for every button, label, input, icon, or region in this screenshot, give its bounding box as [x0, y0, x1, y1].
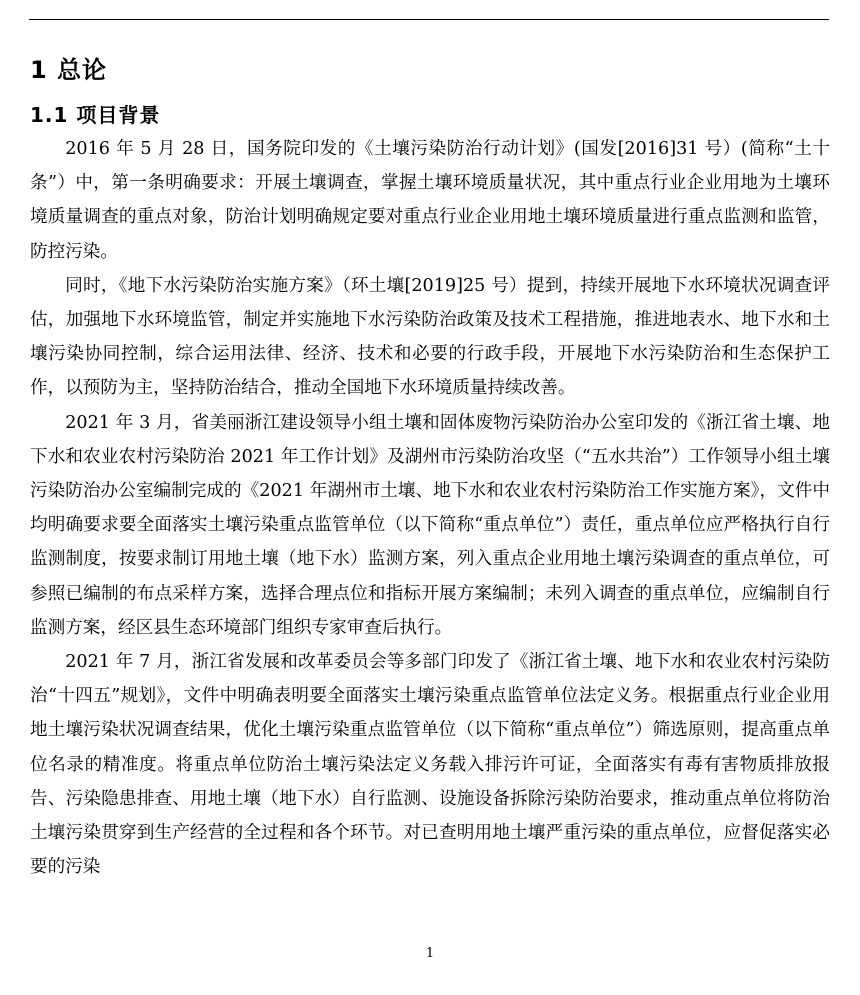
paragraph-4: 2021 年 7 月，浙江省发展和改革委员会等多部门印发了《浙江省土壤、地下水和农业农村污染防治“十四五”规划》，文件中明确表明要全面落实土壤污染重点监管单位法定义务。根据重点行业企业用地土壤污染状况调查结果，优化土壤污染重点监管单位（以下简称“重点单位”）筛选原则，提高重点单位名录的精准度。将重点单位防治土壤污染法定义务载入排污许可证，全面落实有毒有害物质排放报告、污染隐患排查、用地土壤（地下水）自行监测、设施设备拆除污染防治要求，推动重点单位将防治土壤污染贯穿到生产经营的全过程和各个环节。对已查明用地土壤严重污染的重点单位，应督促落实必要的污染	[30, 652, 830, 878]
page-number: 1	[425, 946, 435, 961]
paragraph-1: 2016 年 5 月 28 日，国务院印发的《土壤污染防治行动计划》(国发[2016]31 号）(简称“土十条”）中，第一条明确要求：开展土壤调查，掌握土壤环境质量状况，其中重点行业企业用地为土壤环境质量调查的重点对象，防治计划明确规定要对重点行业企业用地土壤环境质量进行重点监测和监管，防控污染。	[30, 139, 830, 262]
paragraph-3: 2021 年 3 月，省美丽浙江建设领导小组土壤和固体废物污染防治办公室印发的《浙江省土壤、地下水和农业农村污染防治 2021 年工作计划》及湖州市污染防治攻坚（“五水共治”）工作领导小组土壤污染防治办公室编制完成的《2021 年湖州市土壤、地下水和农业农村污染防治工作实施方案》，文件中均明确要求要全面落实土壤污染重点监管单位（以下简称“重点单位”）责任，重点单位应严格执行自行监测制度，按要求制订用地土壤（地下水）监测方案，列入重点企业用地土壤污染调查的重点单位，可参照已编制的布点采样方案，选择合理点位和指标开展方案编制；未列入调查的重点单位，应编制自行监测方案，经区县生态环境部门组织专家审查后执行。	[30, 412, 830, 638]
document-body	[30, 52, 830, 884]
paragraph-2: 同时，《地下水污染防治实施方案》（环土壤[2019]25 号）提到，持续开展地下水环境状况调查评估，加强地下水环境监管，制定并实施地下水污染防治政策及技术工程措施，推进地表水、地下水和土壤污染协同控制，综合运用法律、经济、技术和必要的行政手段，开展地下水污染防治和生态保护工作，以预防为主，坚持防治结合，推动全国地下水环境质量持续改善。	[30, 275, 830, 399]
chapter-title: 1 总论	[30, 56, 108, 84]
header-rule	[29, 19, 829, 20]
section-title: 1.1 项目背景	[30, 103, 161, 127]
